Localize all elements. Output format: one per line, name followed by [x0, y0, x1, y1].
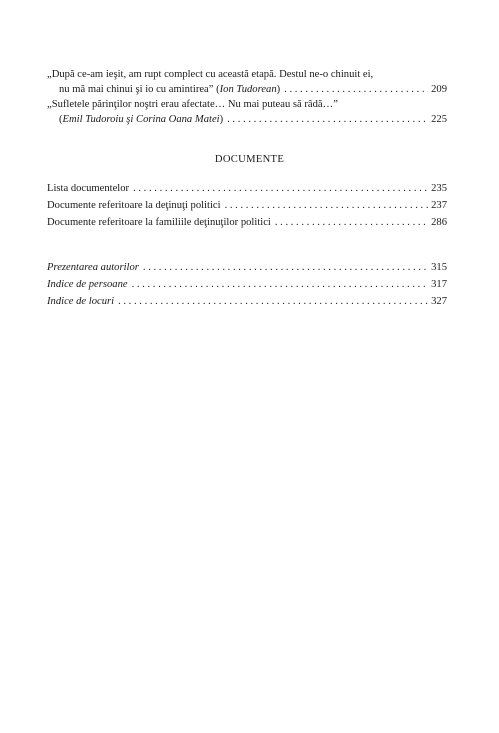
toc-back-matter-list [47, 260, 447, 309]
toc-entry-person-index [47, 277, 447, 292]
dot-leader [133, 181, 428, 196]
dot-leader [275, 215, 428, 230]
toc-entry-document-1 [47, 181, 447, 196]
toc-page-number: 315 [431, 262, 447, 273]
toc-page-number: 237 [431, 200, 447, 211]
dot-leader [227, 112, 428, 127]
toc-entry-title-line-1 [47, 97, 447, 112]
dot-leader [132, 277, 428, 292]
toc-entry-title-line-1 [47, 67, 447, 82]
dot-leader [118, 294, 428, 309]
toc-entry-title: Documente referitoare la deţinuţi politici [47, 200, 221, 211]
toc-entry-paren-open: ( [59, 114, 63, 125]
dot-leader [143, 260, 428, 275]
toc-page-number: 235 [431, 183, 447, 194]
toc-entry-paren-close: ) [276, 84, 281, 95]
toc-page-number: 327 [431, 296, 447, 307]
toc-entry-title: Documente referitoare la familiile deţinuţilor politici [47, 217, 271, 228]
toc-page-number: 317 [431, 279, 447, 290]
toc-entry-paren-close: ) [219, 114, 224, 125]
toc-entry-title: Indice de persoane [47, 279, 128, 290]
toc-entry-title: Prezentarea autorilor [47, 262, 139, 273]
toc-entry-title-line-2 [47, 112, 447, 127]
section-heading-documente: DOCUMENTE [214, 154, 285, 165]
toc-entry-author: Ion Tudorean [219, 84, 277, 95]
toc-entry-place-index [47, 294, 447, 309]
toc-entry-title: „Sufletele părinţilor noştri erau afectate… Nu mai puteau să râdă…” [47, 99, 338, 110]
toc-entry-author: Emil Tudoroiu şi Corina Oana Matei [62, 114, 220, 125]
toc-documents-list [47, 181, 447, 230]
toc-entry-document-3 [47, 215, 447, 230]
dot-leader [225, 198, 428, 213]
toc-entry-interview-2 [47, 97, 447, 127]
toc-page-number: 286 [431, 217, 447, 228]
toc-entry-title-line-2 [47, 82, 447, 97]
toc-entry-title-continued: nu mă mai chinui şi io cu amintirea” ( [59, 84, 220, 95]
toc-entry-title: Indice de locuri [47, 296, 115, 307]
toc-entry-authors [47, 260, 447, 275]
toc-entry-title: „După ce-am ieşit, am rupt complect cu această etapă. Destul ne-o chinuit ei, [47, 69, 374, 80]
toc-entry-title: Lista documentelor [47, 183, 130, 194]
toc-entry-document-2 [47, 198, 447, 213]
toc-page-number: 225 [431, 114, 447, 125]
dot-leader [284, 82, 428, 97]
toc-entry-interview-1 [47, 67, 447, 97]
toc-page-number: 209 [431, 84, 447, 95]
